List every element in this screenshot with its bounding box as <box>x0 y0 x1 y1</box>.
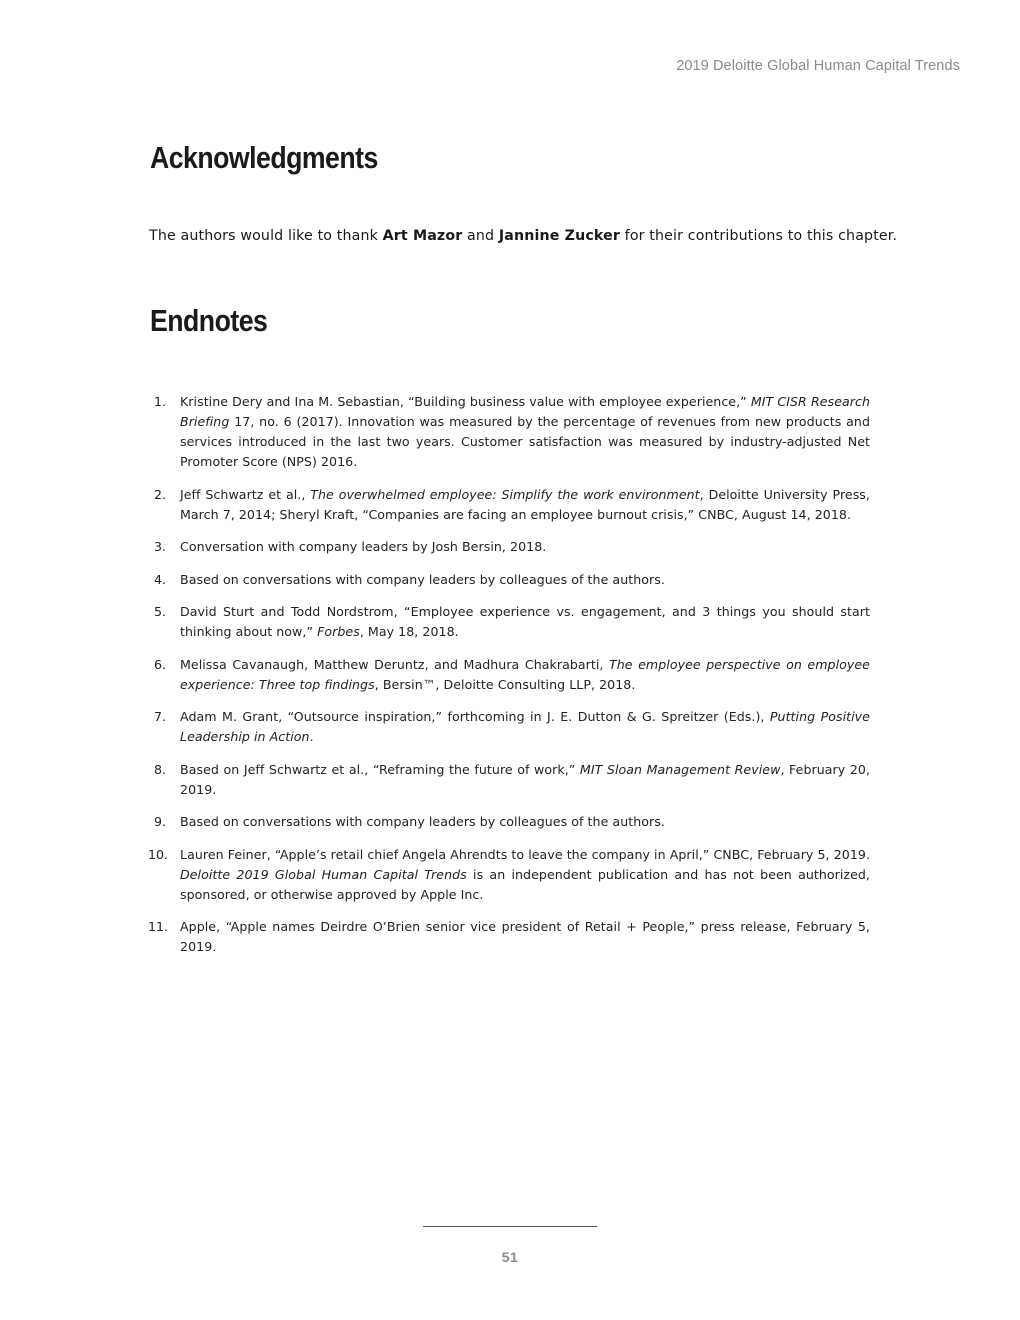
endnote-text <box>180 537 870 557</box>
endnote-item <box>148 537 870 557</box>
ack-text-between: and <box>462 228 499 244</box>
endnote-number: 9. <box>154 814 167 829</box>
endnote-italic-title: Deloitte 2019 Global Human Capital Trends <box>180 866 467 882</box>
endnote-number: 6. <box>154 656 167 672</box>
endnote-text-part: Based on conversations with company leaders by colleagues of the authors. <box>180 571 665 587</box>
endnote-text-part: Conversation with company leaders by Josh Bersin, 2018. <box>180 539 547 554</box>
endnote-text <box>180 812 870 832</box>
endnote-number: 5. <box>154 604 167 619</box>
endnote-number: 7. <box>154 709 167 724</box>
endnote-italic-title: The overwhelmed employee: Simplify the work environment <box>310 486 700 502</box>
endnote-number: 8. <box>154 761 167 777</box>
endnote-text-part: , May 18, 2018. <box>359 624 459 639</box>
endnote-number: 4. <box>154 571 167 587</box>
endnote-item <box>148 485 870 525</box>
endnote-text-part: 17, no. 6 (2017). Innovation was measured by the percentage of revenues from new products and services introduced in the last two years. Customer satisfaction was measured by industry-adjusted Net Promoter Score (NPS) 2016. <box>180 414 870 469</box>
ack-name-1: Art Mazor <box>382 228 463 244</box>
endnote-number: 3. <box>154 539 167 554</box>
endnote-italic-title: Putting Positive Leadership in Action <box>180 709 870 744</box>
endnote-text-part: Jeff Schwartz et al., <box>180 486 311 502</box>
endnote-italic-title: MIT CISR Research Briefing <box>180 394 870 429</box>
ack-text-before: The authors would like to thank <box>149 228 383 244</box>
footer-divider <box>423 1226 597 1227</box>
endnote-italic-title: MIT Sloan Management Review <box>579 761 781 777</box>
endnotes-list <box>148 392 870 970</box>
endnote-number: 2. <box>154 486 167 502</box>
endnote-item <box>148 655 870 695</box>
acknowledgments-heading: Acknowledgments <box>150 140 378 175</box>
endnote-text-part: , February 20, 2019. <box>180 761 870 797</box>
endnote-text <box>180 570 870 590</box>
endnote-text-part: David Sturt and Todd Nordstrom, “Employee experience vs. engagement, and 3 things you should start thinking about now,” <box>180 604 870 639</box>
endnote-number: 11. <box>148 919 169 934</box>
endnote-text <box>180 655 870 695</box>
endnote-text-part: Kristine Dery and Ina M. Sebastian, “Building business value with employee experience,” <box>180 394 751 409</box>
endnote-number: 10. <box>148 846 169 862</box>
endnote-text <box>180 485 870 525</box>
endnote-item <box>148 392 870 472</box>
endnote-text <box>180 602 870 642</box>
endnote-text <box>180 392 870 472</box>
endnote-text-part: , Deloitte University Press, March 7, 2014; Sheryl Kraft, “Companies are facing an employee burnout crisis,” CNBC, August 14, 2018. <box>180 486 870 522</box>
acknowledgments-text <box>149 228 897 244</box>
endnote-item <box>148 812 870 832</box>
endnote-text <box>180 760 870 800</box>
endnote-text-part: Based on Jeff Schwartz et al., “Reframing the future of work,” <box>180 761 580 777</box>
endnote-item <box>148 760 870 800</box>
endnote-text-part: Adam M. Grant, “Outsource inspiration,” forthcoming in J. E. Dutton & G. Spreitzer (Eds.), <box>180 709 770 724</box>
endnotes-heading: Endnotes <box>150 303 268 338</box>
endnote-text <box>180 917 870 957</box>
endnote-text-part: Apple, “Apple names Deirdre O’Brien senior vice president of Retail + People,” press release, February 5, 2019. <box>180 919 870 954</box>
page-number: 51 <box>501 1249 519 1265</box>
endnote-text-part: Based on conversations with company leaders by colleagues of the authors. <box>180 814 665 829</box>
endnote-text-part: Lauren Feiner, “Apple’s retail chief Angela Ahrendts to leave the company in April,” CNBC, February 5, 2019. <box>180 846 870 862</box>
ack-text-after: for their contributions to this chapter. <box>620 228 898 244</box>
running-header: 2019 Deloitte Global Human Capital Trends <box>676 58 960 74</box>
endnote-text-part: is an independent publication and has not been authorized, sponsored, or otherwise approved by Apple Inc. <box>180 866 870 902</box>
endnote-text-part: . <box>309 729 314 744</box>
endnote-item <box>148 917 870 957</box>
endnote-italic-title: Forbes <box>317 624 360 639</box>
endnote-italic-title: The employee perspective on employee experience: Three top findings <box>180 656 870 692</box>
endnote-item <box>148 570 870 590</box>
endnote-text <box>180 707 870 747</box>
endnote-item <box>148 602 870 642</box>
endnote-text-part: Melissa Cavanaugh, Matthew Deruntz, and Madhura Chakrabarti, <box>180 656 610 672</box>
endnote-text <box>180 845 870 905</box>
endnote-number: 1. <box>154 394 167 409</box>
endnote-text-part: , Bersin™, Deloitte Consulting LLP, 2018. <box>374 676 636 692</box>
endnote-item <box>148 845 870 905</box>
ack-name-2: Jannine Zucker <box>498 228 621 244</box>
endnote-item <box>148 707 870 747</box>
